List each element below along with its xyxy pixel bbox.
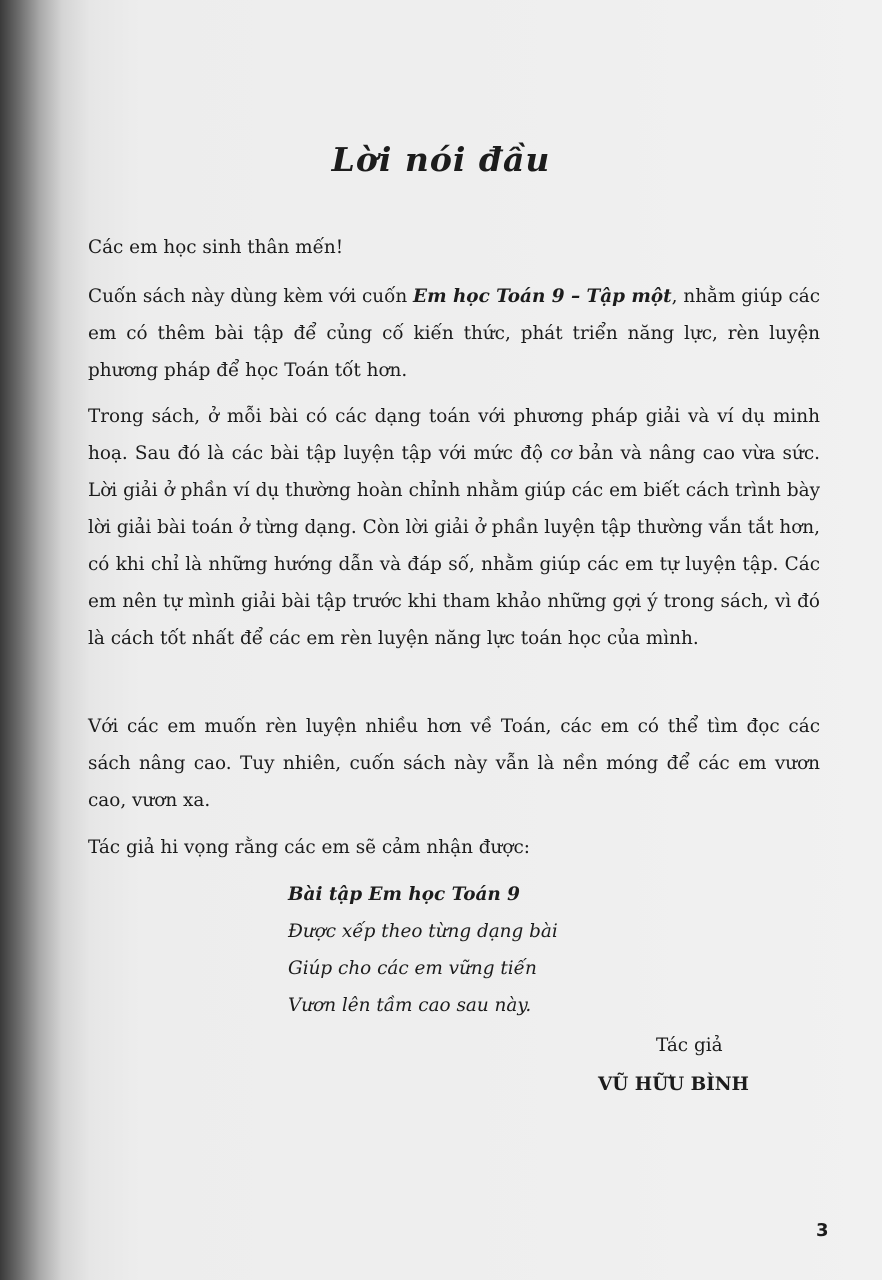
paragraph-2: Trong sách, ở mỗi bài có các dạng toán với phương pháp giải và ví dụ minh hoạ. Sau đó là các bài tập luyện tập với mức độ cơ bản và nâng cao vừa sức. Lời giải ở phần ví dụ thường hoàn chỉnh nhằm giúp các em biết cách trình bày lời giải bài toán ở từng dạng. Còn lời giải ở phần luyện tập thường vắn tắt hơn, có khi chỉ là những hướng dẫn và đáp số, nhằm giúp các em tự luyện tập. Các em nên tự mình giải bài tập trước khi tham khảo những gợi ý trong sách, vì đó là cách tốt nhất để các em rèn luyện năng lực toán học của mình.: [88, 406, 820, 649]
paragraph-3: Với các em muốn rèn luyện nhiều hơn về Toán, các em có thể tìm đọc các sách nâng cao. Tuy nhiên, cuốn sách này vẫn là nền móng để các em vươn cao, vươn xa.: [88, 716, 820, 811]
page-number: 3: [816, 1220, 829, 1241]
paragraph-1-before: Cuốn sách này dùng kèm với cuốn: [88, 286, 414, 307]
paragraph-1-after: , nhằm giúp các em có thêm bài tập để củng cố kiến thức, phát triển năng lực, rèn luyện phương pháp để học Toán tốt hơn.: [88, 286, 821, 381]
greeting: Các em học sinh thân mến!: [88, 237, 344, 258]
poem-line-4: Vươn lên tầm cao sau này.: [288, 995, 532, 1016]
poem-line-2: Được xếp theo từng dạng bài: [288, 921, 558, 942]
author-name: VŨ HỮU BÌNH: [598, 1074, 749, 1095]
poem-line-1: Bài tập Em học Toán 9: [288, 884, 520, 905]
paragraph-1: [88, 278, 820, 389]
poem-line-3: Giúp cho các em vững tiến: [288, 958, 537, 979]
page-title: Lời nói đầu: [331, 140, 551, 179]
book-title-emphasis: Em học Toán 9 – Tập một: [413, 286, 672, 307]
author-label: Tác giả: [656, 1035, 723, 1056]
paragraph-4: Tác giả hi vọng rằng các em sẽ cảm nhận được:: [88, 837, 530, 858]
